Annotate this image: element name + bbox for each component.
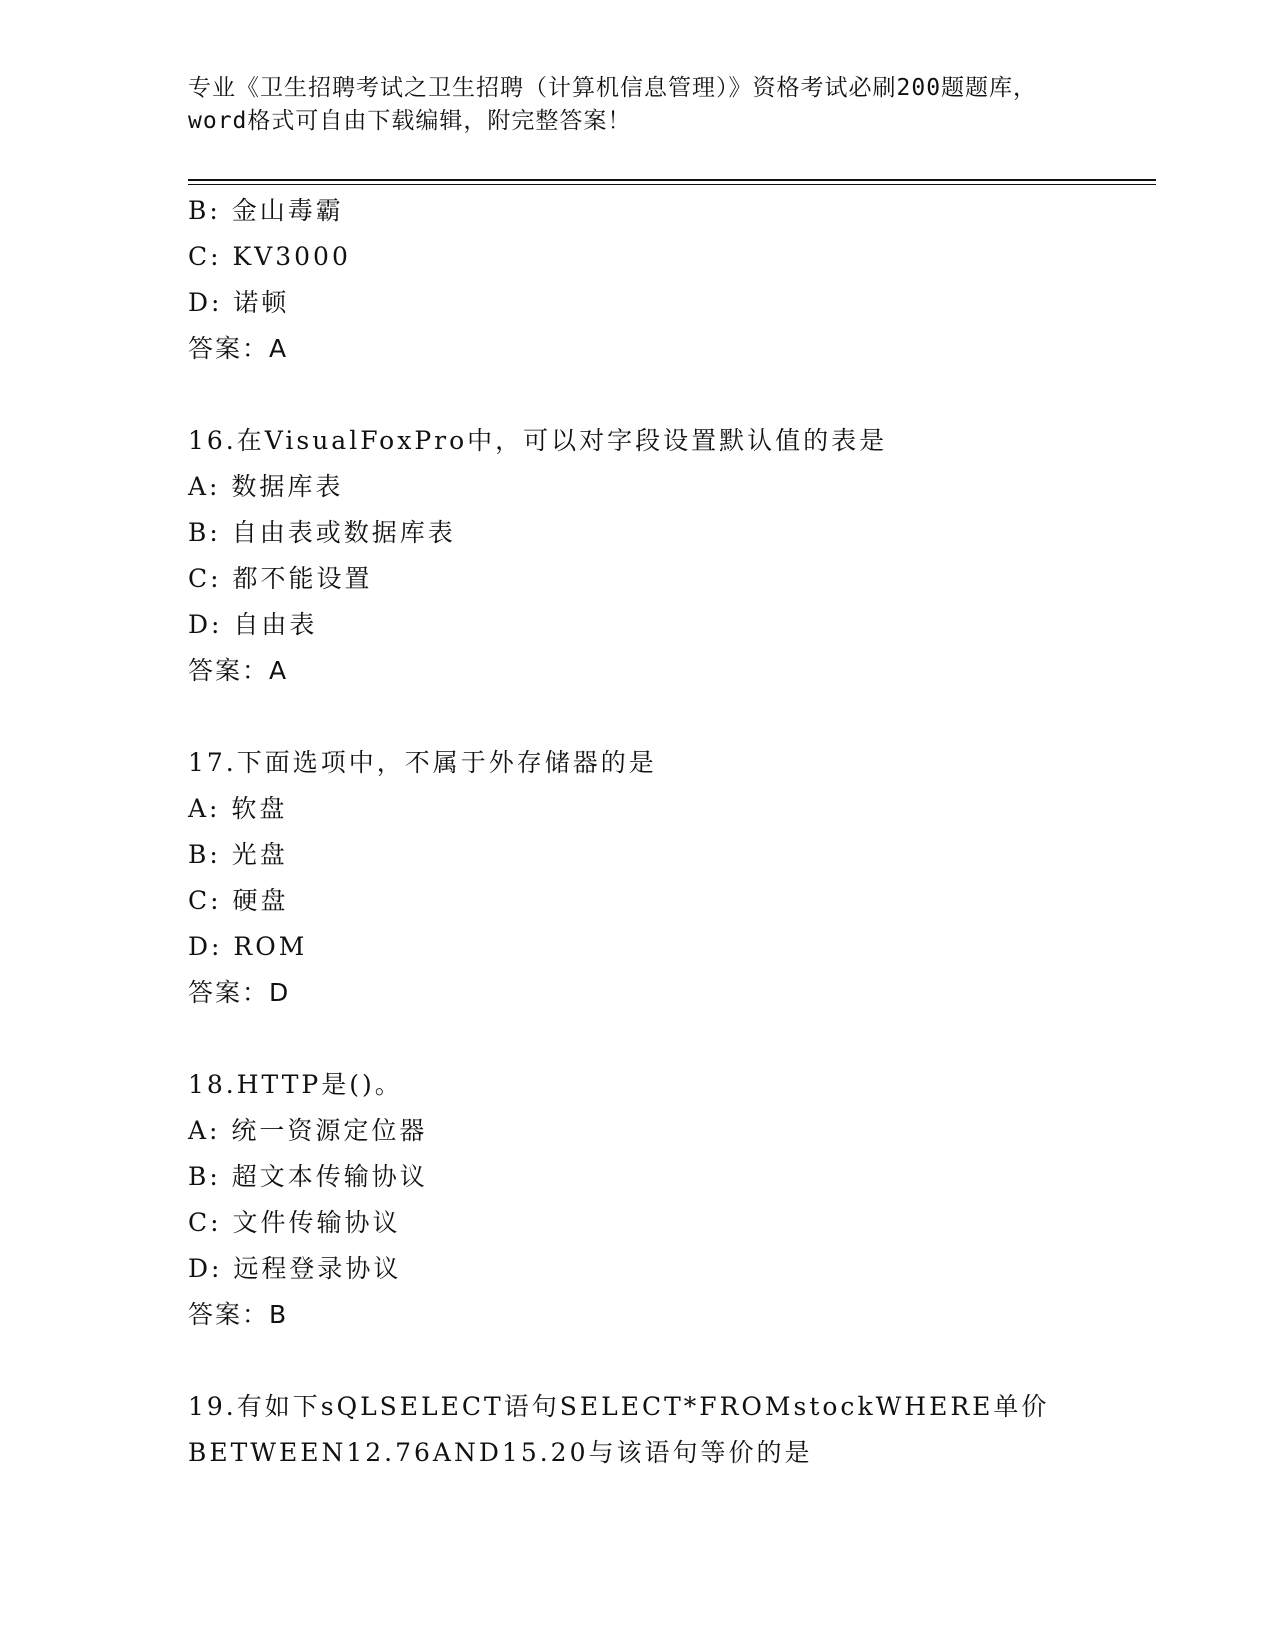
option-d: D: 诺顿 [188,288,290,317]
option-d: D: 自由表 [188,610,318,639]
option-b: B: 光盘 [188,840,288,869]
header-divider-thick [188,179,1156,181]
spacer [188,694,1148,740]
question-19 [188,1384,1148,1476]
answer-line: 答案：A [188,334,289,363]
header-line-2: word格式可自由下载编辑，附完整答案！ [188,108,632,134]
question-16 [188,418,1148,694]
question-title: 16.在VisualFoxPro中，可以对字段设置默认值的表是 [188,426,888,455]
spacer [188,1016,1148,1062]
option-a: A: 统一资源定位器 [188,1116,428,1145]
option-d: D: 远程登录协议 [188,1254,402,1283]
question-title-line-1: 19.有如下sQLSELECT语句SELECT*FROMstockWHERE单价 [188,1392,1050,1421]
option-b: B: 自由表或数据库表 [188,518,456,547]
header-line-1: 专业《卫生招聘考试之卫生招聘（计算机信息管理）》资格考试必刷200题题库， [188,75,1038,101]
option-b: B: 超文本传输协议 [188,1162,428,1191]
document-header [188,72,1108,138]
answer-line: 答案：B [188,1300,289,1329]
question-title: 17.下面选项中，不属于外存储器的是 [188,748,657,777]
option-d: D: ROM [188,932,308,961]
answer-line: 答案：A [188,656,289,685]
question-list [188,188,1148,1476]
option-c: C: 文件传输协议 [188,1208,401,1237]
question-17 [188,740,1148,1016]
option-a: A: 数据库表 [188,472,344,501]
option-c: C: KV3000 [188,242,351,271]
question-18 [188,1062,1148,1338]
question-title-line-2: BETWEEN12.76AND15.20与该语句等价的是 [188,1438,813,1467]
option-b: B: 金山毒霸 [188,196,344,225]
option-a: A: 软盘 [188,794,288,823]
spacer [188,1338,1148,1384]
option-c: C: 都不能设置 [188,564,373,593]
spacer [188,372,1148,418]
option-c: C: 硬盘 [188,886,289,915]
answer-line: 答案：D [188,978,291,1007]
header-divider-thin [188,184,1156,185]
question-fragment [188,188,1148,372]
question-title: 18.HTTP是()。 [188,1070,403,1099]
